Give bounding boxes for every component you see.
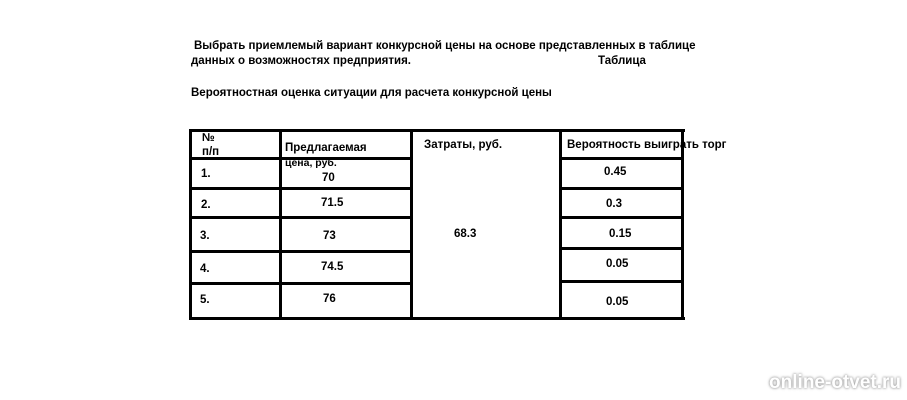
header-num-line2: п/п (202, 146, 220, 158)
row-line-right-2 (560, 187, 684, 190)
row-1-num: 1. (201, 168, 211, 180)
table-border-bottom (190, 317, 685, 320)
row-line-right-1 (560, 157, 684, 160)
row-line-left-5 (190, 282, 412, 285)
row-2-num: 2. (201, 199, 211, 211)
header-price-line1: Предлагаемая (285, 142, 367, 154)
table-caption: Таблица (598, 55, 646, 67)
header-price-line2: цена, руб. (285, 157, 337, 169)
row-line-left-2 (190, 187, 412, 190)
table-border-top (190, 129, 685, 132)
table-subtitle: Вероятностная оценка ситуации для расчета конкурсной цены (191, 87, 552, 99)
row-line-right-5 (560, 280, 684, 283)
row-4-num: 4. (200, 263, 210, 275)
instruction-line-1: Выбрать приемлемый вариант конкурсной цены на основе представленных в таблице (194, 40, 696, 52)
row-1-prob: 0.45 (604, 166, 627, 178)
row-line-left-3 (190, 216, 412, 219)
row-3-price: 73 (323, 230, 336, 242)
row-line-right-4 (560, 247, 684, 250)
header-num-line1: № (202, 132, 215, 144)
row-3-num: 3. (200, 230, 210, 242)
row-5-num: 5. (200, 294, 210, 306)
row-2-prob: 0.3 (606, 198, 622, 210)
row-line-right-3 (560, 216, 684, 219)
row-4-price: 74.5 (321, 261, 344, 273)
row-5-price: 76 (323, 293, 336, 305)
row-5-prob: 0.05 (606, 296, 629, 308)
row-2-price: 71.5 (321, 197, 344, 209)
costs-value: 68.3 (454, 228, 477, 240)
row-1-price: 70 (322, 172, 335, 184)
row-3-prob: 0.15 (609, 228, 632, 240)
site-watermark: online-otvet.ru (769, 372, 901, 393)
header-probability: Вероятность выиграть торг (567, 139, 727, 151)
instruction-line-2: данных о возможностях предприятия. (191, 55, 411, 67)
header-costs: Затраты, руб. (424, 139, 503, 151)
row-line-left-4 (190, 250, 412, 253)
row-4-prob: 0.05 (606, 258, 629, 270)
